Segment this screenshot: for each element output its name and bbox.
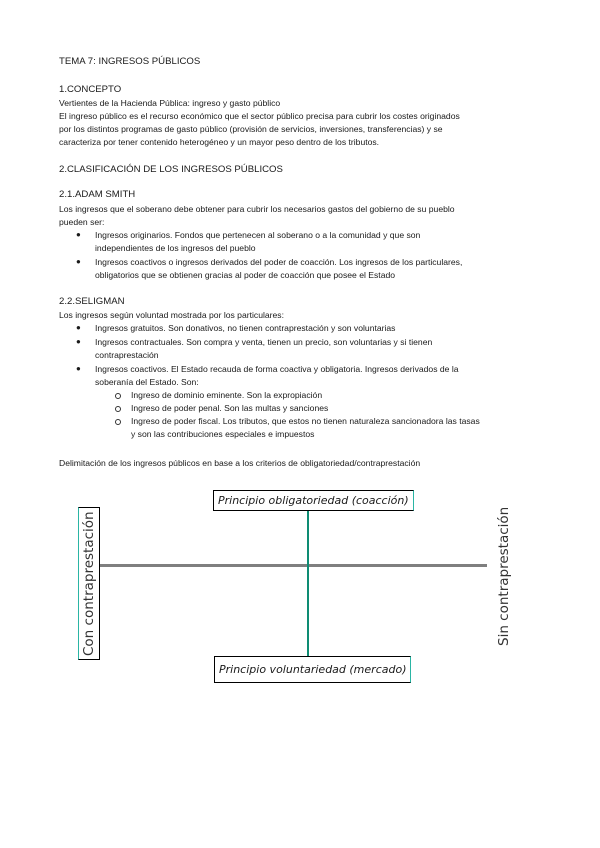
section-heading-clasificacion: 2.CLASIFICACIÓN DE LOS INGRESOS PÚBLICOS <box>59 164 283 175</box>
paragraph-line: El ingreso público es el recurso económico que el sector público precisa para cubrir los costes originados <box>59 111 460 121</box>
sub-list-item: Ingreso de poder fiscal. Los tributos, que estos no tienen naturaleza sancionadora las tasas <box>131 416 480 426</box>
diagram-caption: Delimitación de los ingresos públicos en base a los criterios de obligatoriedad/contraprestación <box>59 458 421 468</box>
list-item: Ingresos gratuitos. Son donativos, no tienen contraprestación y son voluntarias <box>95 323 396 333</box>
bullet-icon: ● <box>76 323 81 332</box>
vertical-axis <box>307 510 309 656</box>
sub-list-item: Ingreso de poder penal. Son las multas y sanciones <box>131 403 329 413</box>
sub-list-item: Ingreso de dominio eminente. Son la expropiación <box>131 390 323 400</box>
page-title: TEMA 7: INGRESOS PÚBLICOS <box>59 56 201 67</box>
circle-bullet-icon <box>115 393 121 399</box>
paragraph-line: caracteriza por tener contenido heterogéneo y un mayor peso dentro de los tributos. <box>59 137 380 147</box>
list-item-continuation: contraprestación <box>95 350 159 360</box>
label-left-con-contraprestacion: Con contraprestación <box>78 507 100 660</box>
bullet-icon: ● <box>76 257 81 266</box>
bullet-icon: ● <box>76 364 81 373</box>
paragraph-line: pueden ser: <box>59 217 105 227</box>
section-heading-concepto: 1.CONCEPTO <box>59 84 122 95</box>
bullet-icon: ● <box>76 337 81 346</box>
label-right-sin-contraprestacion: Sin contraprestación <box>496 506 512 646</box>
paragraph-line: Los ingresos según voluntad mostrada por los particulares: <box>59 310 284 320</box>
label-top-obligatoriedad: Principio obligatoriedad (coacción) <box>213 490 414 511</box>
concepto-subtitle: Vertientes de la Hacienda Pública: ingreso y gasto público <box>59 98 281 108</box>
list-item-continuation: independientes de los ingresos del pueblo <box>95 243 256 253</box>
sub-list-item-continuation: y son las contribuciones especiales e impuestos <box>131 429 315 439</box>
horizontal-axis <box>100 564 487 567</box>
list-item: Ingresos coactivos o ingresos derivados del poder de coacción. Los ingresos de los particulares, <box>95 257 463 267</box>
list-item: Ingresos coactivos. El Estado recauda de forma coactiva y obligatoria. Ingresos derivados de la <box>95 364 459 374</box>
subsection-heading-adam-smith: 2.1.ADAM SMITH <box>59 189 136 200</box>
list-item-continuation: obligatorios que se obtienen gracias al poder de coacción que posee el Estado <box>95 270 396 280</box>
subsection-heading-seligman: 2.2.SELIGMAN <box>59 296 125 307</box>
circle-bullet-icon <box>115 419 121 425</box>
paragraph-line: por los distintos programas de gasto público (provisión de servicios, inversiones, transferencias) y se <box>59 124 443 134</box>
bullet-icon: ● <box>76 230 81 239</box>
list-item-continuation: soberanía del Estado. Son: <box>95 377 199 387</box>
label-bottom-voluntariedad: Principio voluntariedad (mercado) <box>214 656 411 683</box>
list-item: Ingresos contractuales. Son compra y venta, tienen un precio, son voluntarias y si tienen <box>95 337 433 347</box>
circle-bullet-icon <box>115 406 121 412</box>
paragraph-line: Los ingresos que el soberano debe obtener para cubrir los necesarios gastos del gobierno de su pueblo <box>59 204 455 214</box>
list-item: Ingresos originarios. Fondos que pertenecen al soberano o a la comunidad y que son <box>95 230 421 240</box>
